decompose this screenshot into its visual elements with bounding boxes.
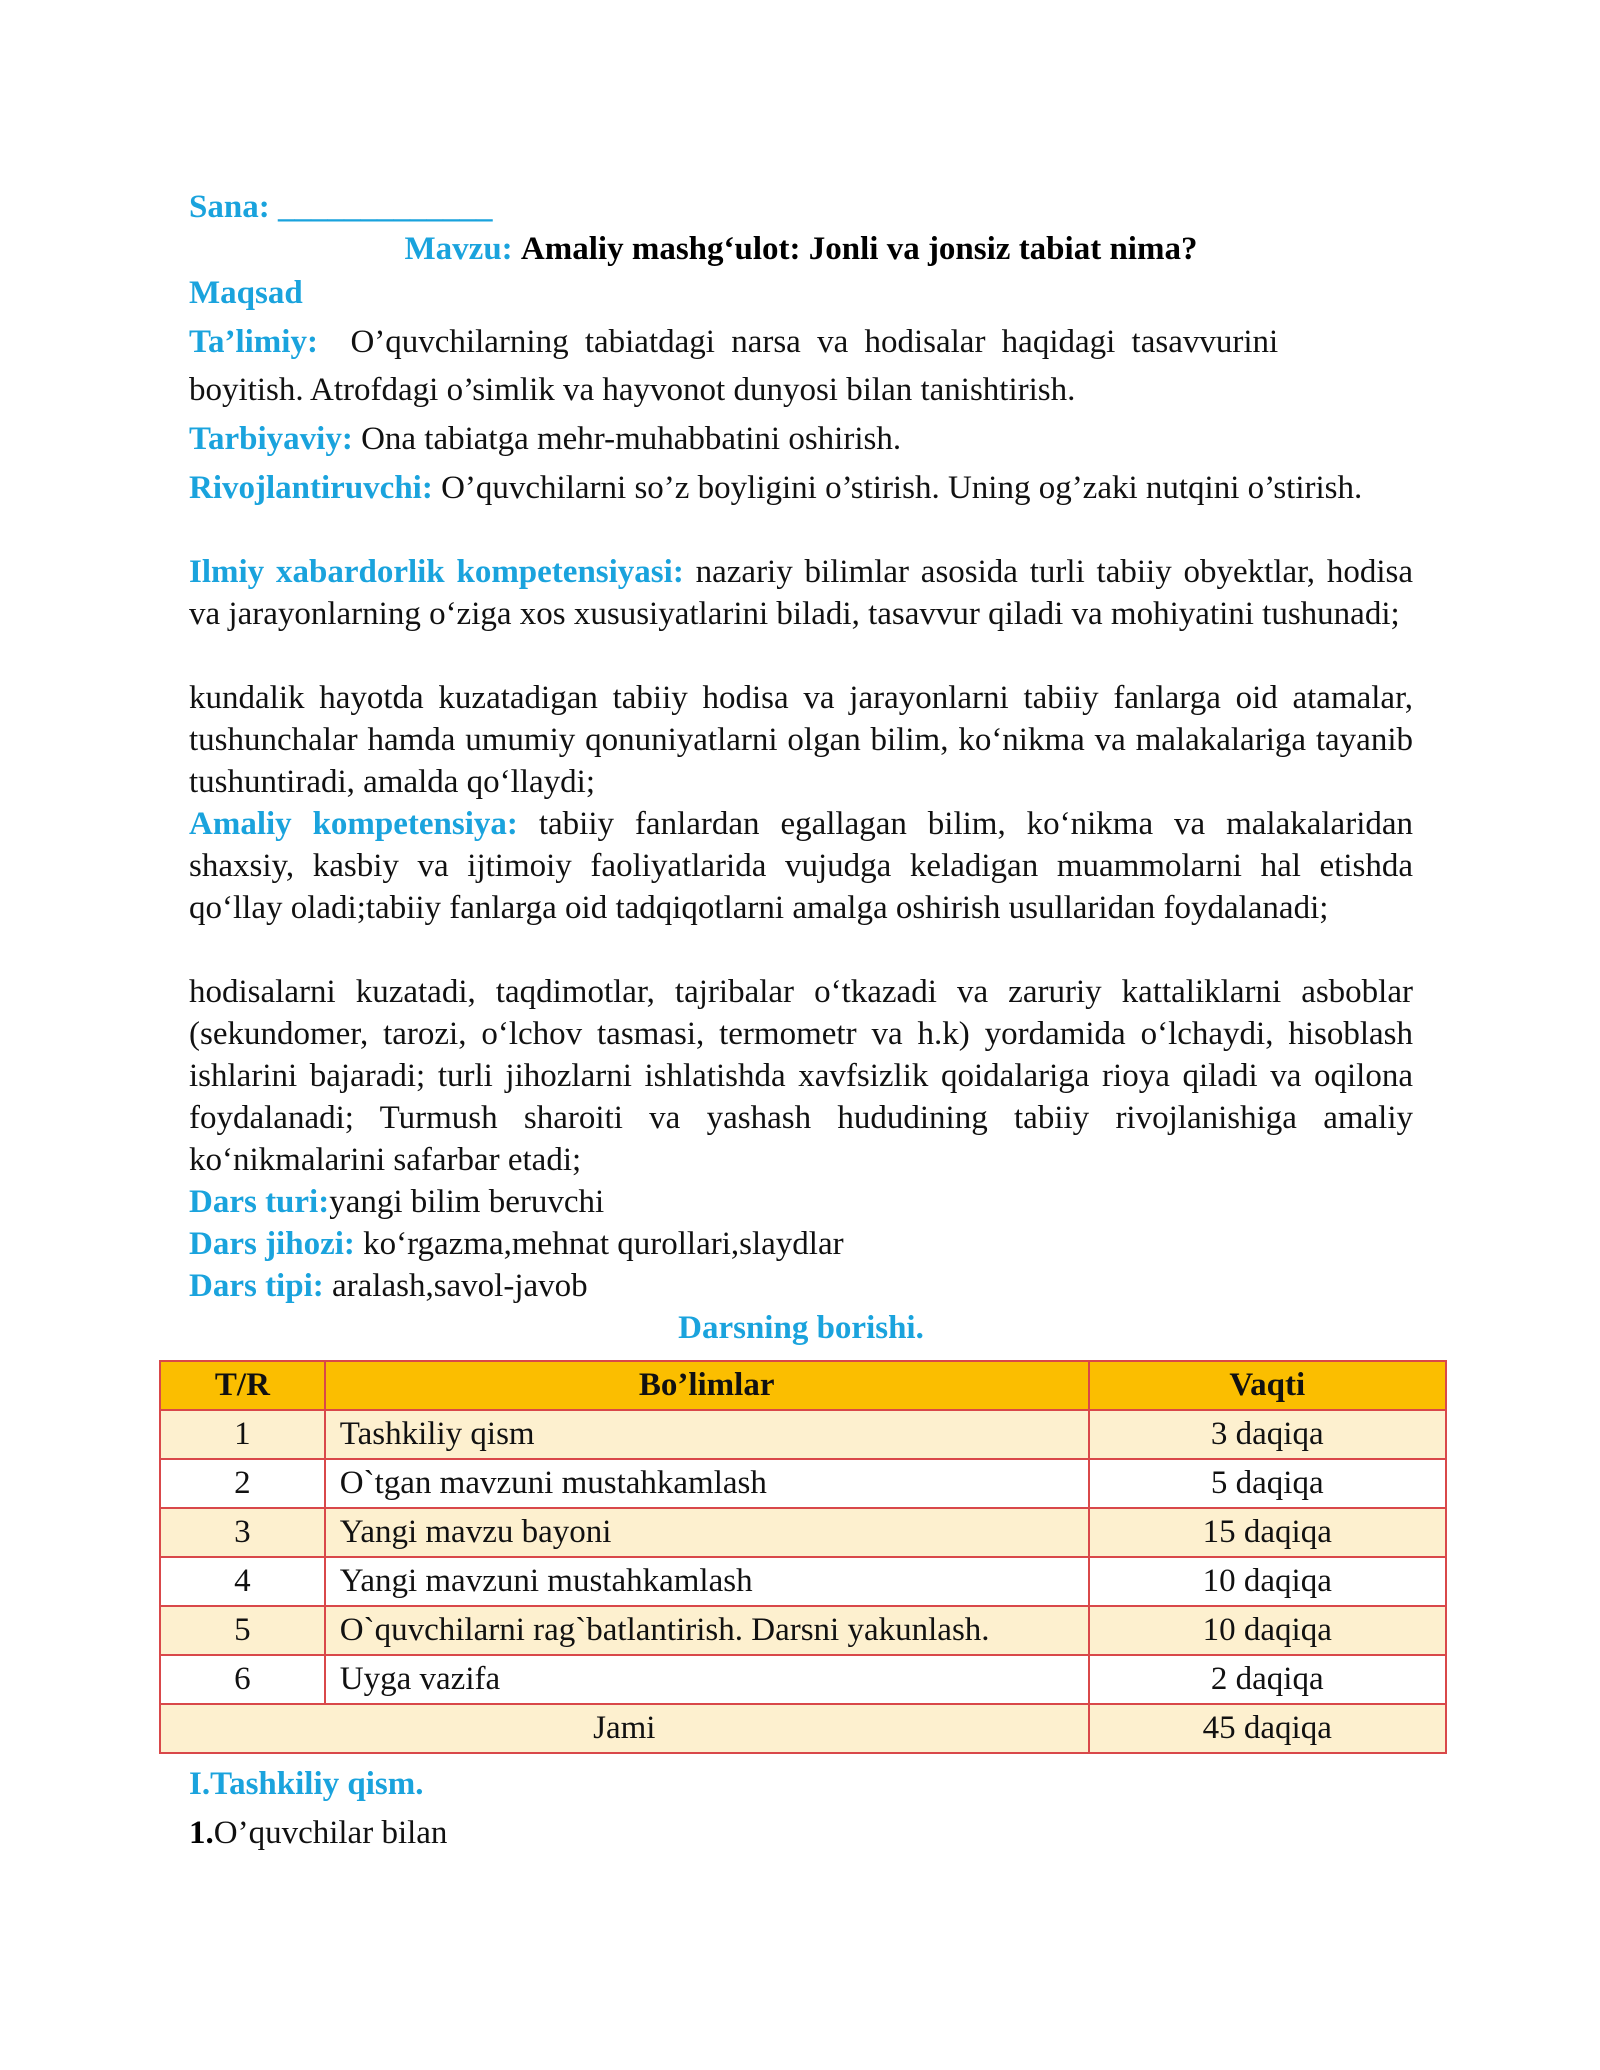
table-row [160,1655,1446,1704]
date-blank: _____________ [277,189,493,225]
row-section: Yangi mavzuni mustahkamlash [325,1557,1089,1606]
lesson-progress-title: Darsning borishi. [678,1310,924,1346]
science-competence-p2: kundalik hayotda kuzatadigan tabiiy hodisa va jarayonlarni tabiiy fanlarga oid atamalar, tushunchalar hamda umumiy qonuniyatlarni olgan bilim, ko‘nikma va malakalariga tayanib tushuntiradi, amalda qo‘llaydi; [189,680,1413,800]
row-time: 10 daqiqa [1089,1557,1446,1606]
lesson-type-text: yangi bilim beruvchi [329,1184,605,1220]
row-section: Uyga vazifa [325,1655,1089,1704]
lesson-kind [189,1265,588,1307]
educational-text-2: boyitish. Atrofdagi o’simlik va hayvonot dunyosi bilan tanishtirish. [189,372,1076,408]
lesson-type [189,1181,604,1223]
table-row [160,1606,1446,1655]
developmental-goal [189,467,1413,509]
lesson-plan-table [159,1360,1447,1754]
row-time: 2 daqiqa [1089,1655,1446,1704]
lesson-kind-label: Dars tipi: [189,1268,324,1304]
topic-text: Amaliy mashg‘ulot: Jonli va jonsiz tabiat nima? [520,231,1198,267]
practical-competence [189,803,1413,929]
lesson-equipment-label: Dars jihozi: [189,1226,355,1262]
header-sections: Bo’limlar [325,1361,1089,1410]
row-number: 4 [160,1557,325,1606]
row-number: 3 [160,1508,325,1557]
topic-label: Mavzu: [404,231,513,267]
date-line [189,186,492,228]
header-tr: T/R [160,1361,325,1410]
row-section: O`tgan mavzuni mustahkamlash [325,1459,1089,1508]
practical-competence-label: Amaliy kompetensiya: [189,806,518,842]
header-time: Vaqti [1089,1361,1446,1410]
row-section: O`quvchilarni rag`batlantirish. Darsni yakunlash. [325,1606,1089,1655]
row-number: 6 [160,1655,325,1704]
table-row [160,1459,1446,1508]
educational-label: Ta’limiy: [189,324,318,360]
educational-text-1: O’quvchilarning tabiatdagi narsa va hodisalar haqidagi tasavvurini [350,324,1279,360]
total-label: Jami [160,1704,1089,1753]
practical-competence-p2: hodisalarni kuzatadi, taqdimotlar, tajribalar o‘tkazadi va zaruriy kattaliklarni asboblar (sekundomer, tarozi, o‘lchov tasmasi, termometr va h.k) yordamida o‘lchaydi, hisoblash ishlarini bajaradi; turli jihozlarni ishlatishda xavfsizlik qoidalariga rioya qiladi va oqilona foydalanadi; Turmush sharoiti va yashash hududining tabiiy rivojlanishiga amaliy ko‘nikmalarini safarbar etadi; [189,974,1413,1178]
lesson-equipment-text: ko‘rgazma,mehnat qurollari,slaydlar [363,1226,844,1262]
row-time: 5 daqiqa [1089,1459,1446,1508]
date-label: Sana: [189,189,270,225]
developmental-text: O’quvchilarni so’z boyligini o’stirish. Uning og’zaki nutqini o’stirish. [441,470,1363,506]
developmental-label: Rivojlantiruvchi: [189,470,433,506]
row-time: 15 daqiqa [1089,1508,1446,1557]
table-row [160,1410,1446,1459]
upbringing-text: Ona tabiatga mehr-muhabbatini oshirish. [361,421,902,457]
row-number: 2 [160,1459,325,1508]
lesson-kind-text: aralash,savol-javob [332,1268,588,1304]
item-1-text: O’quvchilar bilan [213,1815,448,1851]
item-1-number: 1. [189,1815,214,1851]
item-1 [189,1812,447,1854]
science-competence-label: Ilmiy xabardorlik kompetensiyasi: [189,554,684,590]
science-competence-text: nazariy bilimlar asosida turli tabiiy obyektlar, hodisa va jarayonlarning o‘ziga xos xususiyatlarini biladi, tasavvur qiladi va mohiyatini tushunadi; [189,554,1414,632]
practical-competence-text: tabiiy fanlardan egallagan bilim, ko‘nikma va malakalaridan shaxsiy, kasbiy va ijtimoiy faoliyatlarida vujudga keladigan muammolarni hal etishda qo‘llay oladi;tabiiy fanlarga oid tadqiqotlarni amalga oshirish usullaridan foydalanadi; [189,806,1414,926]
educational-goal [189,321,1413,411]
total-time: 45 daqiqa [1089,1704,1446,1753]
upbringing-goal [189,418,901,460]
row-section: Tashkiliy qism [325,1410,1089,1459]
row-section: Yangi mavzu bayoni [325,1508,1089,1557]
upbringing-label: Tarbiyaviy: [189,421,353,457]
row-time: 3 daqiqa [1089,1410,1446,1459]
row-number: 5 [160,1606,325,1655]
table-total-row [160,1704,1446,1753]
lesson-type-label: Dars turi: [189,1184,330,1220]
table-row [160,1557,1446,1606]
goal-heading: Maqsad [189,275,303,311]
lesson-equipment [189,1223,844,1265]
table-header-row [160,1361,1446,1410]
science-competence [189,551,1413,635]
row-time: 10 daqiqa [1089,1606,1446,1655]
row-number: 1 [160,1410,325,1459]
table-row [160,1508,1446,1557]
topic-line [189,228,1413,270]
section-organizational-title: I.Tashkiliy qism. [189,1766,424,1802]
